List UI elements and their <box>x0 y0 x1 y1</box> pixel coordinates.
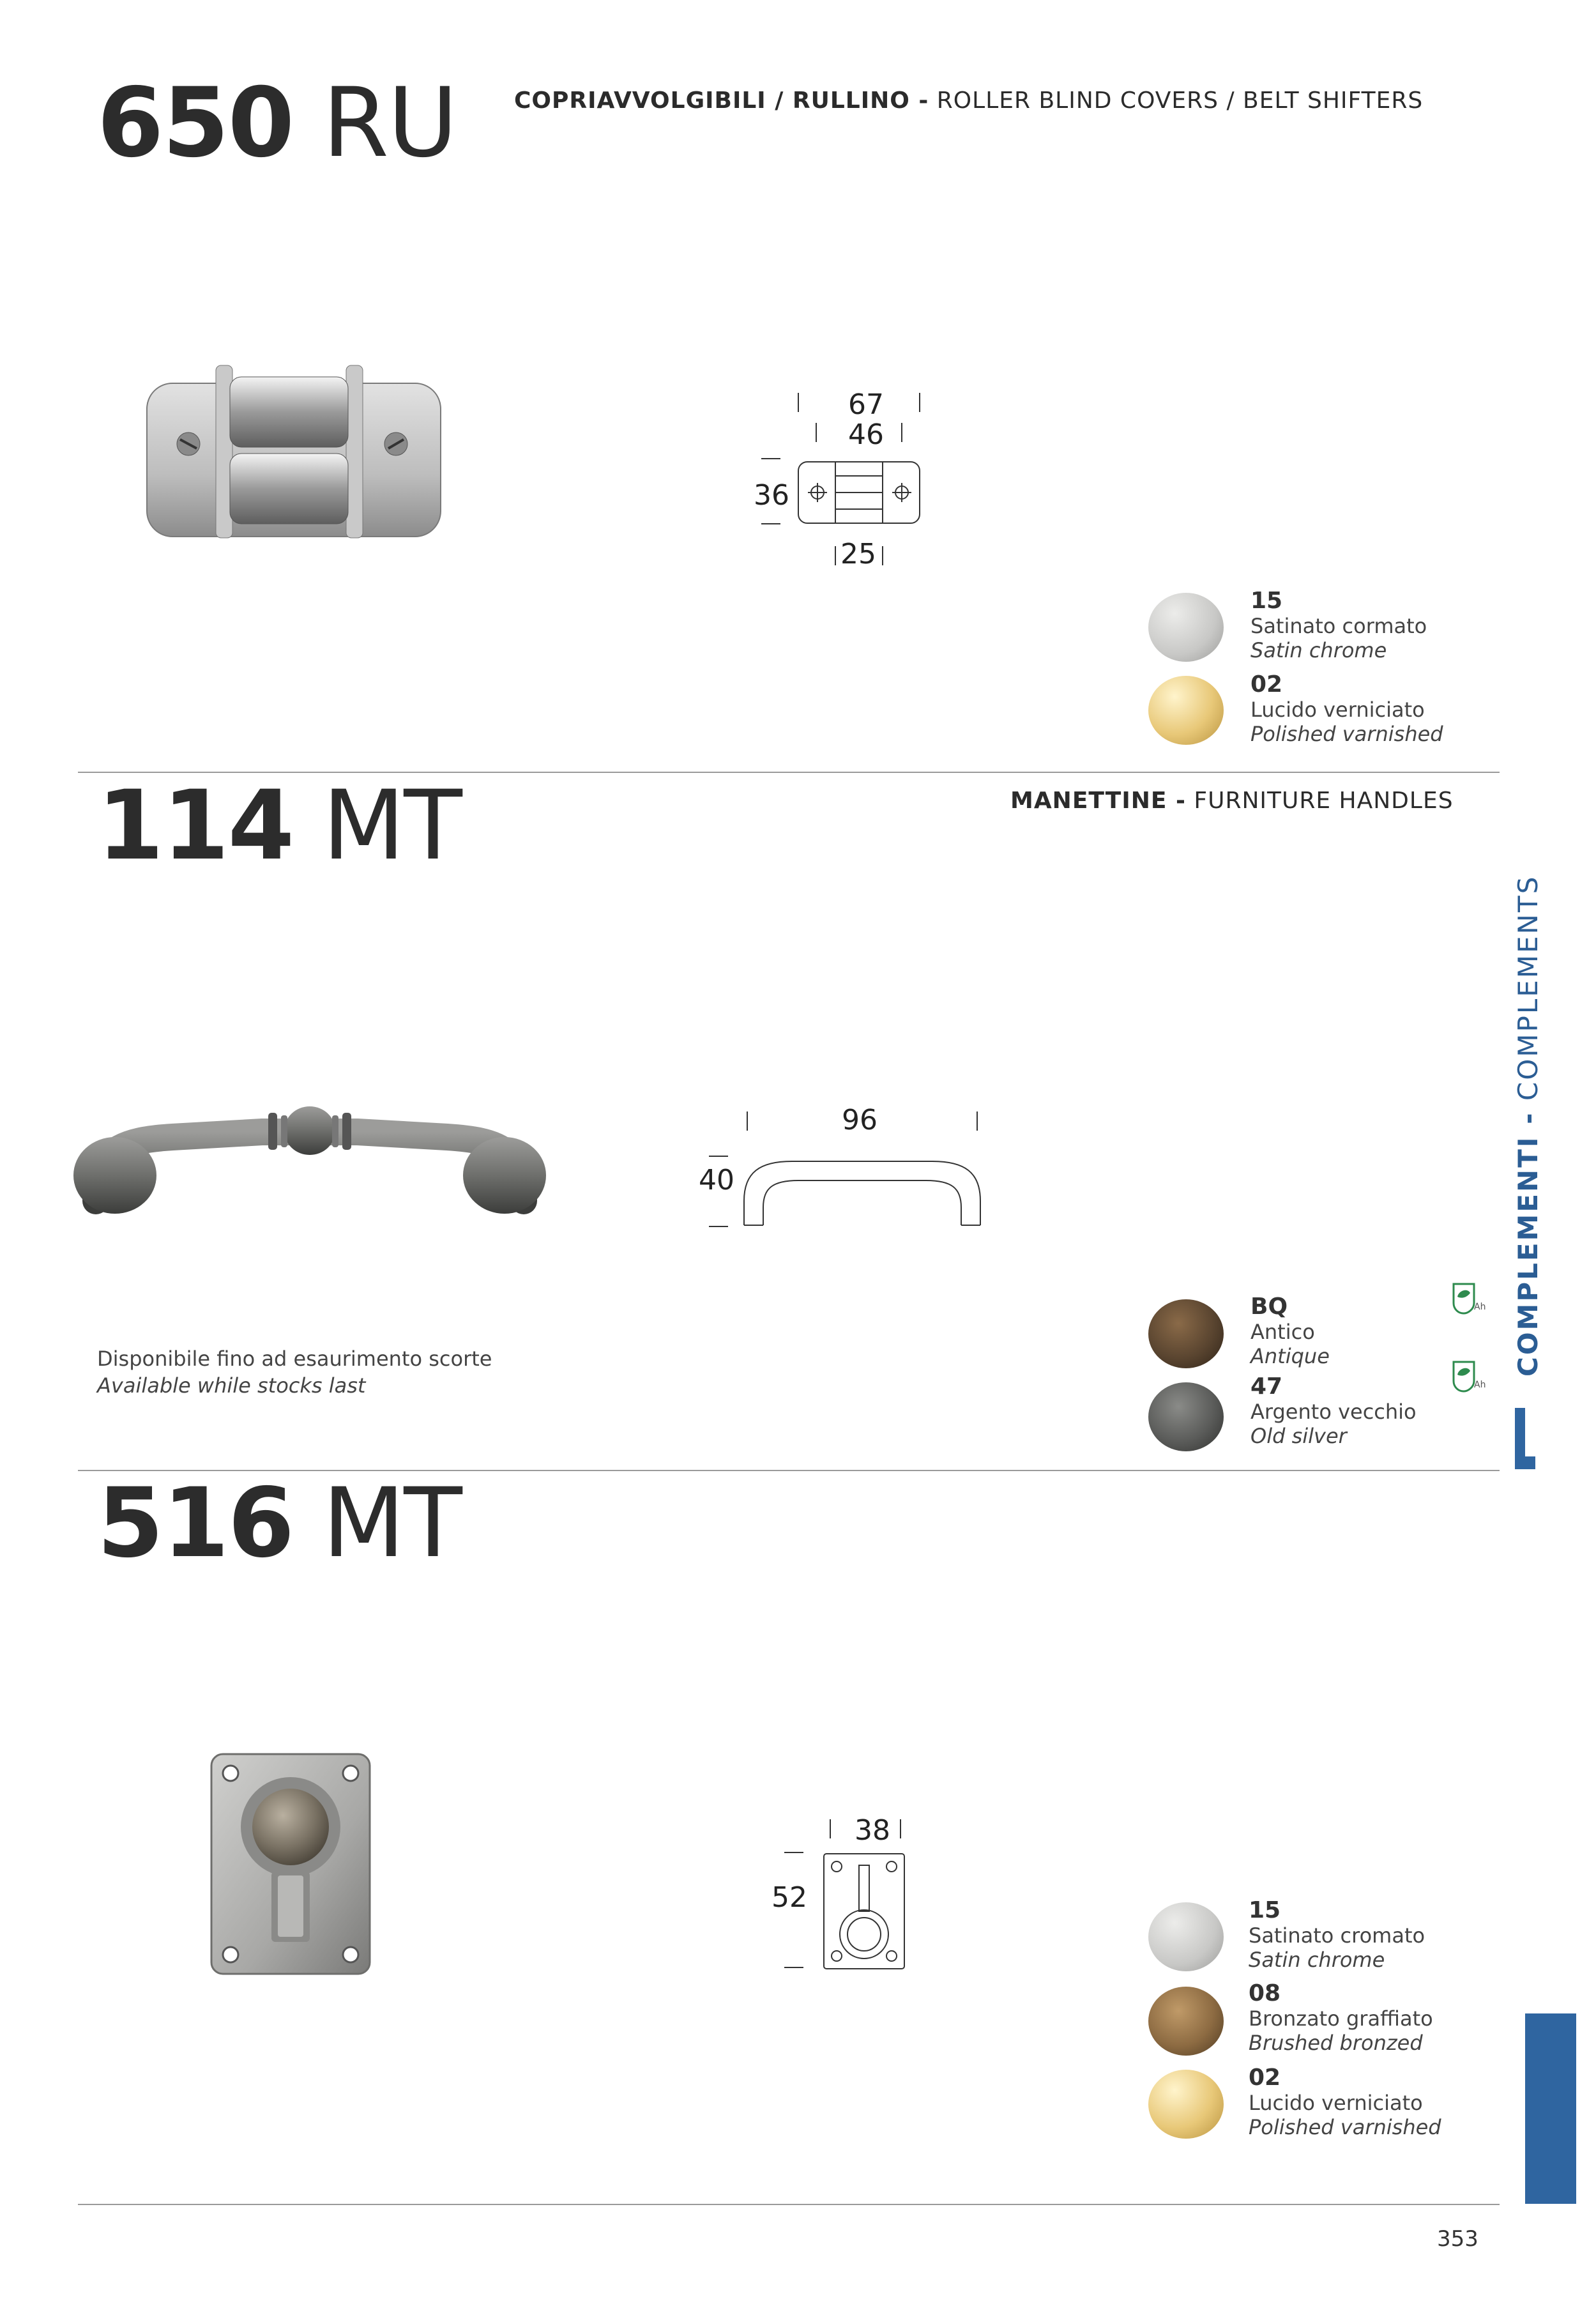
svg-text:Ah: Ah <box>1474 1302 1486 1312</box>
finish-code: 08 <box>1249 1980 1281 2006</box>
finish-name-en: Polished varnished <box>1249 2115 1441 2139</box>
category-it: COPRIAVVOLGIBILI / RULLINO - <box>514 88 929 114</box>
category-label <box>514 88 1423 114</box>
finish-name-it: Lucido verniciato <box>1249 2091 1423 2115</box>
stock-note-it: Disponibile fino ad esaurimento scorte <box>97 1347 492 1371</box>
finish-name-en: Satin chrome <box>1249 1948 1385 1972</box>
category-en: ROLLER BLIND COVERS / BELT SHIFTERS <box>936 88 1424 114</box>
finish-15 <box>1249 1897 1425 1972</box>
finish-name-it: Bronzato graffiato <box>1249 2006 1433 2031</box>
dimension-height: 36 <box>754 479 789 512</box>
finish-swatch-polished-varnished <box>1148 676 1224 745</box>
dimension-roller: 25 <box>840 538 876 570</box>
finish-swatch-old-silver <box>1148 1382 1224 1451</box>
finish-name-it: Antico <box>1250 1320 1315 1344</box>
finish-bq <box>1250 1294 1330 1368</box>
finish-name-en: Polished varnished <box>1250 722 1443 746</box>
eco-badge-icon <box>1448 1278 1489 1316</box>
finish-code: BQ <box>1250 1294 1288 1320</box>
product-code-650ru <box>97 68 457 179</box>
finish-code: 15 <box>1249 1897 1281 1923</box>
dimension-height: 52 <box>771 1881 807 1914</box>
finish-02 <box>1250 671 1443 746</box>
product-code-suffix: MT <box>322 770 461 882</box>
finish-swatch-brushed-bronzed <box>1148 1987 1224 2056</box>
finish-name-en: Antique <box>1250 1344 1330 1368</box>
product-code-number: 650 <box>97 68 294 179</box>
finish-swatch-antique <box>1148 1299 1224 1368</box>
finish-02 <box>1249 2065 1441 2139</box>
category-it: MANETTINE - <box>1010 788 1186 814</box>
dimension-height: 40 <box>699 1164 734 1196</box>
page-number: 353 <box>1437 2226 1478 2252</box>
product-code-516mt <box>97 1468 461 1579</box>
side-label <box>1512 875 1544 1377</box>
product-code-suffix: RU <box>322 68 457 179</box>
dimension-width: 38 <box>855 1814 890 1847</box>
dimension-length: 96 <box>842 1104 878 1136</box>
roller-blind-cover-photo <box>141 358 447 549</box>
product-code-114mt <box>97 770 461 882</box>
finish-47 <box>1250 1373 1417 1448</box>
product-code-suffix: MT <box>322 1468 461 1579</box>
finish-code: 02 <box>1249 2065 1281 2091</box>
section-divider <box>78 2204 1500 2205</box>
section-tab <box>1525 2013 1576 2204</box>
product-code-number: 114 <box>97 770 294 882</box>
finish-name-it: Lucido verniciato <box>1250 698 1425 722</box>
finish-name-en: Satin chrome <box>1250 638 1387 662</box>
brand-mark-icon <box>1512 1405 1538 1472</box>
dimension-width-inner: 46 <box>848 418 884 451</box>
category-en: FURNITURE HANDLES <box>1194 788 1454 814</box>
svg-text:Ah: Ah <box>1474 1380 1486 1390</box>
side-label-it: COMPLEMENTI - <box>1512 1111 1544 1377</box>
finish-code: 47 <box>1250 1373 1283 1400</box>
finish-swatch-satin-chrome <box>1148 593 1224 662</box>
stock-note-en: Available while stocks last <box>97 1373 366 1398</box>
finish-15 <box>1250 588 1427 662</box>
finish-name-en: Brushed bronzed <box>1249 2031 1423 2055</box>
dimension-width-total: 67 <box>848 388 884 421</box>
finish-swatch-satin-chrome <box>1148 1902 1224 1971</box>
flush-ring-pull-photo <box>208 1750 374 1980</box>
finish-swatch-polished-varnished <box>1148 2070 1224 2139</box>
category-label <box>1010 788 1454 814</box>
finish-name-it: Satinato cormato <box>1250 614 1427 638</box>
finish-code: 15 <box>1250 588 1283 614</box>
finish-name-en: Old silver <box>1250 1424 1347 1448</box>
finish-name-it: Satinato cromato <box>1249 1923 1425 1948</box>
eco-badge-icon <box>1448 1356 1489 1394</box>
product-code-number: 516 <box>97 1468 294 1579</box>
side-label-en: COMPLEMENTS <box>1512 875 1544 1101</box>
finish-08 <box>1249 1980 1433 2055</box>
furniture-handle-photo <box>70 1080 549 1233</box>
finish-code: 02 <box>1250 671 1283 698</box>
finish-name-it: Argento vecchio <box>1250 1400 1417 1424</box>
